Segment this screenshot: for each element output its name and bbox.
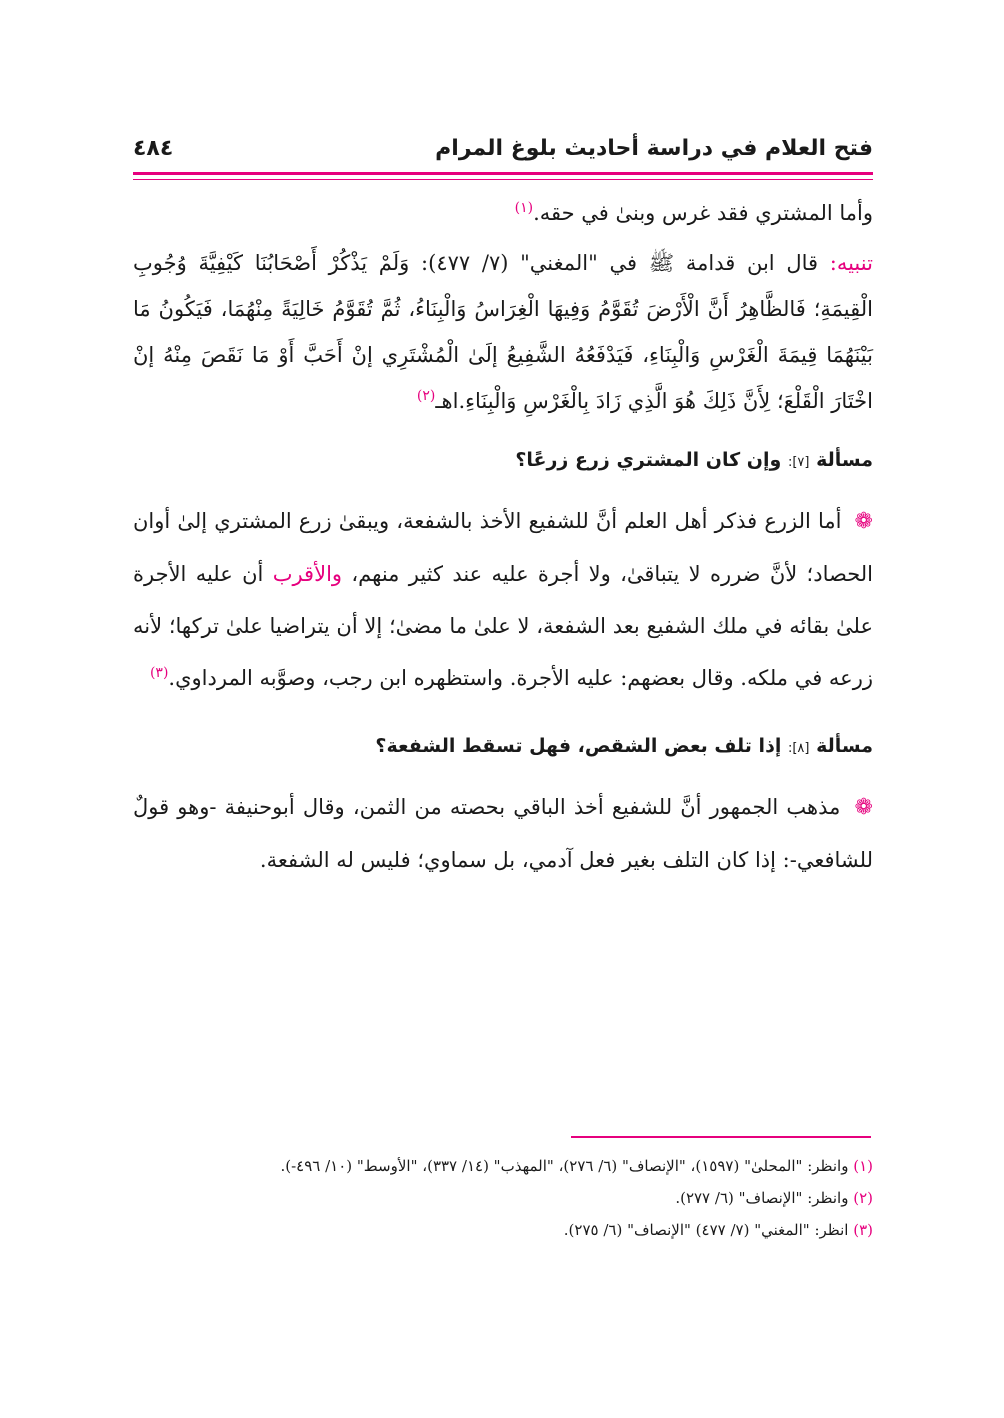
masala-7-text-after: أن عليه الأجرة علىٰ بقائه في ملك الشفيع بعد الشفعة، لا علىٰ ما مضىٰ؛ إلا أن يتراضيا علىٰ تركها؛ لأنه زرعه في ملكه. وقال بعضهم: عليه الأجرة. واستظهره ابن رجب، وصوَّبه المرداوي. [133,562,873,690]
intro-paragraph [133,190,873,236]
masala-7-paragraph [133,495,873,704]
masala-8-title: إذا تلف بعض الشقص، فهل تسقط الشفعة؟ [375,735,782,757]
tanbih-quote: وَلَمْ يَذْكُرْ أَصْحَابُنَا كَيْفِيَّةَ وُجُوبِ الْقِيمَةِ؛ فَالظَّاهِرُ أَنَّ الْأَرْضَ تُقَوَّمُ وَفِيهَا الْغِرَاسُ وَالْبِنَاءُ، ثُمَّ تُقَوَّمُ خَالِيَةً مِنْهُمَا، فَيَكُونُ مَا بَيْنَهُمَا قِيمَةَ الْغَرْسِ وَالْبِنَاءِ، فَيَدْفَعُهُ الشَّفِيعُ إلَىٰ الْمُشْتَرِي إنْ أَحَبَّ أَوْ مَا نَقَصَ مِنْهُ إنْ اخْتَارَ الْقَلْعَ؛ لِأَنَّ ذَلِكَ هُوَ الَّذِي زَادَ بِالْغَرْسِ وَالْبِنَاءِ.اهـ [133,251,873,413]
footnote-text: انظر: "المغني" (٧/ ٤٧٧) "الإنصاف" (٦/ ٢٧٥). [563,1221,849,1239]
book-title: فتح العلام في دراسة أحاديث بلوغ المرام [435,135,873,161]
footnote-number: (٣) [853,1221,873,1239]
page-number: ٤٨٤ [133,135,174,161]
masala-7-highlight: والأقرب [272,562,343,586]
tanbih-lead: قال ابن قدامة ﷺ في "المغني" (٧/ ٤٧٧): [421,251,819,275]
footnote-ref-3[interactable]: (٣) [149,665,169,681]
footnote-text: وانظر: "الإنصاف" (٦/ ٢٧٧). [675,1189,849,1207]
footnote-text: وانظر: "المحلىٰ" (١٥٩٧)، "الإنصاف" (٦/ ٢٧٦)، "المهذب" (١٤/ ٣٣٧)، "الأوسط" (١٠/ ٤٩٦-). [280,1157,849,1175]
page-header [133,128,873,168]
masala-7-label: مسألة [816,449,873,471]
footnote-2 [133,1182,873,1214]
masala-8-paragraph [133,781,873,886]
masala-8-label: مسألة [816,735,873,757]
masala-8-heading [133,726,873,769]
footnotes [133,1150,873,1246]
footnote-separator [571,1136,871,1138]
main-text [133,190,873,886]
footnote-ref-2[interactable]: (٢) [416,388,436,404]
masala-7-number: [٧]: [787,455,810,470]
footnote-number: (١) [853,1157,873,1175]
masala-8-text: مذهب الجمهور أنَّ للشفيع أخذ الباقي بحصته من الثمن، وقال أبوحنيفة -وهو قولٌ للشافعي-: إذا كان التلف بغير فعل آدمي، بل سماوي؛ فليس له الشفعة. [133,795,873,872]
masala-7-text-before: أما الزرع فذكر أهل العلم أنَّ للشفيع الأخذ بالشفعة، ويبقىٰ زرع المشتري إلىٰ أوان الحصاد؛ لأنَّ ضرره لا يتباقىٰ، ولا أجرة عليه عند كثير منهم، [133,509,873,586]
tanbih-paragraph [133,240,873,424]
footnote-1 [133,1150,873,1182]
flower-icon: ❁ [854,509,873,534]
footnote-ref-1[interactable]: (١) [514,200,534,216]
masala-8-number: [٨]: [787,741,810,756]
header-rule-thick [133,172,873,175]
footnote-3 [133,1214,873,1246]
footnote-number: (٢) [853,1189,873,1207]
masala-7-title: وإن كان المشتري زرع زرعًا؟ [515,449,782,471]
flower-icon: ❁ [854,795,873,820]
header-rule-thin [133,179,873,180]
intro-text: وأما المشتري فقد غرس وبنىٰ في حقه. [533,201,873,225]
tanbih-label: تنبيه: [829,251,873,275]
masala-7-heading [133,440,873,483]
